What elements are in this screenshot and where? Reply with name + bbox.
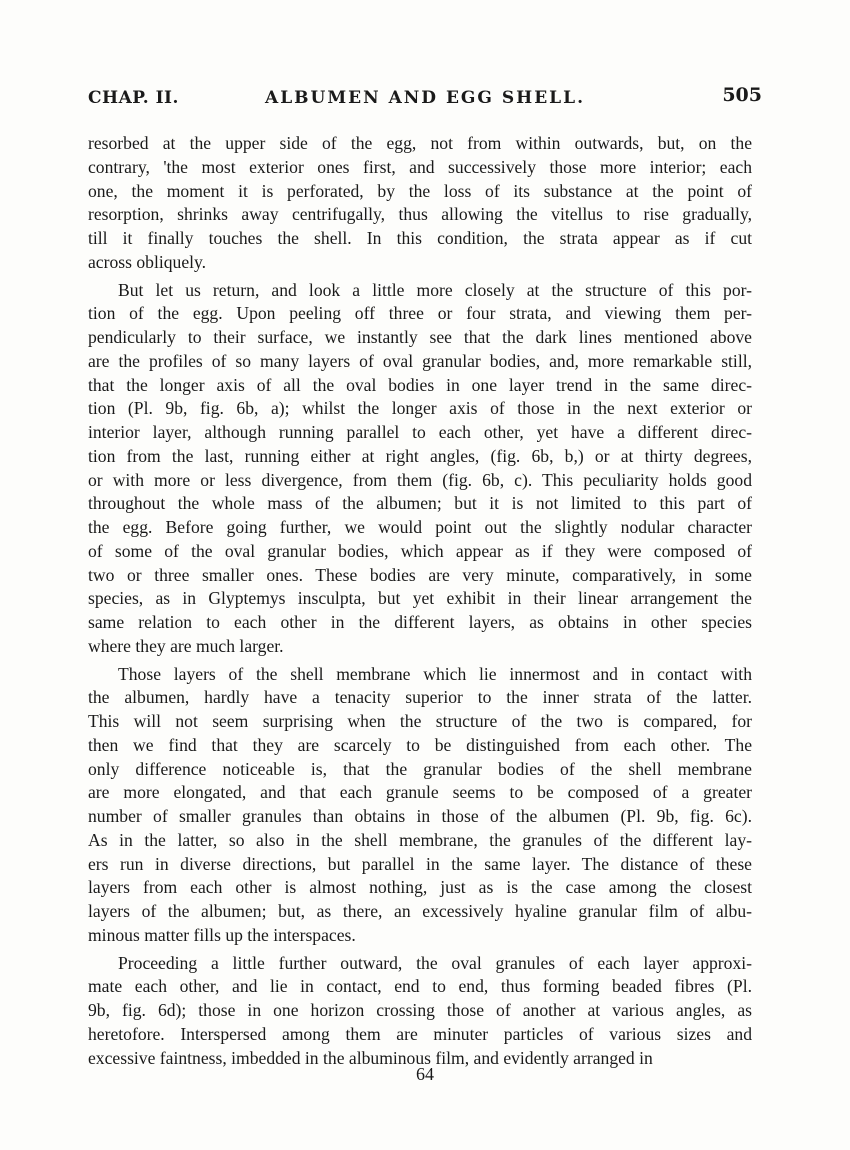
text-line: or with more or less divergence, from them (fig. 6b, c). This peculiarity holds good xyxy=(88,469,752,490)
text-line: Proceeding a little further outward, the oval granules of each layer approxi- xyxy=(118,952,752,973)
text-line: minous matter fills up the interspaces. xyxy=(88,924,356,945)
text-line: 9b, fig. 6d); those in one horizon crossing those of another at various angles, as xyxy=(88,1000,752,1020)
text-line: tion from the last, running either at right angles, (fig. 6b, b,) or at thirty degrees, xyxy=(88,445,752,466)
text-line: one, the moment it is perforated, by the loss of its substance at the point of xyxy=(88,180,752,201)
text-line: resorbed at the upper side of the egg, not from within outwards, but, on the xyxy=(88,133,752,153)
text-line: pendicularly to their surface, we instantly see that the dark lines mentioned above xyxy=(88,327,752,347)
text-line: the egg. Before going further, we would point out the slightly nodular character xyxy=(88,517,752,537)
text-line: Those layers of the shell membrane which lie innermost and in contact with xyxy=(118,663,752,684)
paragraph xyxy=(88,279,752,659)
text-line: tion of the egg. Upon peeling off three or four strata, and viewing them per- xyxy=(88,303,752,324)
text-line: are more elongated, and that each granule seems to be composed of a greater xyxy=(88,782,752,803)
text-line: number of smaller granules than obtains in those of the albumen (Pl. 9b, fig. 6c). xyxy=(88,806,752,826)
paragraph xyxy=(88,952,752,1071)
signature-mark: 64 xyxy=(416,1064,434,1084)
text-line: the albumen, hardly have a tenacity superior to the inner strata of the latter. xyxy=(88,687,752,708)
paragraph xyxy=(88,663,752,948)
page-number: 505 xyxy=(722,84,762,106)
text-line: till it finally touches the shell. In this condition, the strata appear as if cut xyxy=(88,228,752,248)
text-line: only difference noticeable is, that the granular bodies of the shell membrane xyxy=(88,758,752,779)
text-line: interior layer, although running parallel to each other, yet have a different direc- xyxy=(88,422,752,442)
text-line: where they are much larger. xyxy=(88,635,284,656)
text-line: throughout the whole mass of the albumen; but it is not limited to this part of xyxy=(88,493,752,514)
chapter-label: CHAP. II. xyxy=(88,88,179,108)
running-header xyxy=(88,84,762,114)
text-line: mate each other, and lie in contact, end to end, thus forming beaded fibres (Pl. xyxy=(88,976,752,997)
text-line: are the profiles of so many layers of oval granular bodies, and, more remarkable still, xyxy=(88,350,752,371)
text-line: across obliquely. xyxy=(88,251,207,272)
text-line: same relation to each other in the different layers, as obtains in other species xyxy=(88,612,752,632)
text-line: heretofore. Interspersed among them are minuter particles of various sizes and xyxy=(88,1023,752,1044)
text-line: excessive faintness, imbedded in the albuminous film, and evidently arranged in xyxy=(88,1047,653,1068)
text-line: species, as in Glyptemys insculpta, but yet exhibit in their linear arrangement the xyxy=(88,588,752,609)
text-line: two or three smaller ones. These bodies are very minute, comparatively, in some xyxy=(88,564,752,585)
text-line: This will not seem surprising when the structure of the two is compared, for xyxy=(88,711,752,731)
text-line: that the longer axis of all the oval bodies in one layer trend in the same direc- xyxy=(88,374,752,395)
text-line: tion (Pl. 9b, fig. 6b, a); whilst the longer axis of those in the next exterior or xyxy=(88,398,752,419)
text-line: contrary, 'the most exterior ones first, and successively those more interior; each xyxy=(88,156,752,177)
text-line: layers of the albumen; but, as there, an excessively hyaline granular film of albu- xyxy=(88,901,752,921)
body-text xyxy=(88,132,752,1070)
text-line: of some of the oval granular bodies, which appear as if they were composed of xyxy=(88,540,752,561)
text-line: ers run in diverse directions, but parallel in the same layer. The distance of these xyxy=(88,853,752,874)
text-line: As in the latter, so also in the shell membrane, the granules of the different lay- xyxy=(88,829,752,850)
text-line: But let us return, and look a little more closely at the structure of this por- xyxy=(118,279,752,300)
running-title: ALBUMEN AND EGG SHELL. xyxy=(265,88,585,108)
text-line: then we find that they are scarcely to be distinguished from each other. The xyxy=(88,734,752,755)
paragraph xyxy=(88,132,752,275)
text-line: resorption, shrinks away centrifugally, thus allowing the vitellus to rise gradually, xyxy=(88,204,752,225)
text-line: layers from each other is almost nothing, just as is the case among the closest xyxy=(88,877,752,898)
